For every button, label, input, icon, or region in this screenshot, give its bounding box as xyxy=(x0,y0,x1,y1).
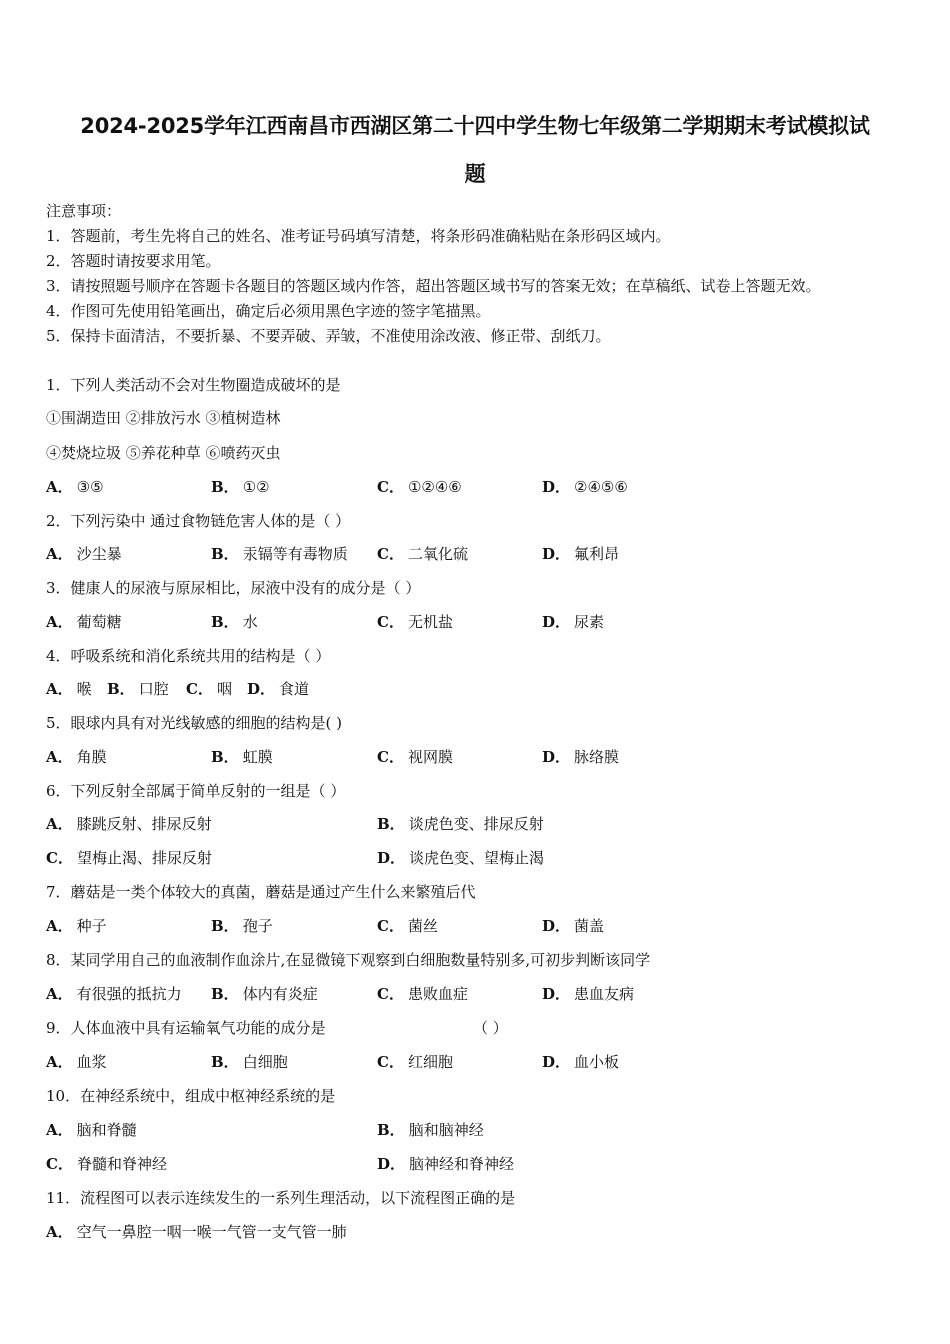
option-text: ①② xyxy=(242,478,270,496)
page-title-line-1: 2024-2025学年江西南昌市西湖区第二十四中学生物七年级第二学期期末考试模拟试 xyxy=(80,114,870,138)
question-stem: 5．眼球内具有对光线敏感的细胞的结构是( ) xyxy=(46,714,343,732)
question-stem: 4．呼吸系统和消化系统共用的结构是（ ） xyxy=(46,647,331,665)
question-stem: 11．流程图可以表示连续发生的一系列生理活动，以下流程图正确的是 xyxy=(46,1189,516,1207)
option-text: 无机盐 xyxy=(407,613,453,631)
option-c xyxy=(377,544,468,564)
option-key: A． xyxy=(46,1121,73,1139)
note-item: 2．答题时请按要求用笔。 xyxy=(46,252,221,270)
option-key: C． xyxy=(377,748,404,766)
option-text: ③⑤ xyxy=(76,478,104,496)
notes-heading: 注意事项： xyxy=(46,202,122,220)
option-key: A． xyxy=(46,985,73,1003)
option-text: 脊髓和脊神经 xyxy=(76,1155,167,1173)
option-a xyxy=(46,814,212,834)
option-a xyxy=(46,612,122,632)
option-key: B． xyxy=(211,917,239,935)
option-key: A． xyxy=(46,815,73,833)
page-title-line-2: 题 xyxy=(464,162,486,186)
note-item: 3．请按照题号顺序在答题卡各题目的答题区域内作答，超出答题区域书写的答案无效；在草稿纸、试卷上答题无效。 xyxy=(46,277,821,295)
option-key: A． xyxy=(46,680,73,698)
option-d xyxy=(542,544,619,564)
question-stem: 3．健康人的尿液与原尿相比，尿液中没有的成分是（ ） xyxy=(46,579,421,597)
option-text: 水 xyxy=(242,613,258,631)
option-d xyxy=(377,1154,514,1174)
option-text: 空气一鼻腔一咽一喉一气管一支气管一肺 xyxy=(76,1223,347,1241)
option-key: C． xyxy=(377,478,404,496)
option-key: C． xyxy=(46,1155,73,1173)
option-text: 食道 xyxy=(279,680,310,698)
option-text: 望梅止渴、排尿反射 xyxy=(76,849,212,867)
option-b xyxy=(377,814,544,834)
option-key: B． xyxy=(211,748,239,766)
option-text: 血小板 xyxy=(574,1053,620,1071)
option-d xyxy=(542,747,619,767)
option-key: C． xyxy=(377,613,404,631)
option-text: 尿素 xyxy=(574,613,605,631)
option-text: 汞镉等有毒物质 xyxy=(242,545,348,563)
question-stem: 6．下列反射全部属于简单反射的一组是（ ） xyxy=(46,782,346,800)
option-text: 白细胞 xyxy=(242,1053,288,1071)
option-c xyxy=(186,679,232,699)
note-item: 5．保持卡面清洁，不要折暴、不要弄破、弄皱，不准使用涂改液、修正带、刮纸刀。 xyxy=(46,327,611,345)
option-a xyxy=(46,1222,347,1242)
option-c xyxy=(377,477,462,497)
option-a xyxy=(46,916,107,936)
option-text: 脑和脑神经 xyxy=(408,1121,484,1139)
option-c xyxy=(377,984,468,1004)
question-stem: 9．人体血液中具有运输氧气功能的成分是 xyxy=(46,1019,326,1037)
option-text: 菌丝 xyxy=(407,917,438,935)
option-text: 脑和脊髓 xyxy=(76,1121,137,1139)
option-a xyxy=(46,1052,107,1072)
option-d xyxy=(377,848,544,868)
option-c xyxy=(46,848,212,868)
option-text: 咽 xyxy=(216,680,232,698)
question-stem: 2．下列污染中 通过食物链危害人体的是（ ） xyxy=(46,512,351,530)
option-key: D． xyxy=(542,985,571,1003)
option-key: A． xyxy=(46,545,73,563)
option-text: 视网膜 xyxy=(407,748,453,766)
option-key: C． xyxy=(377,917,404,935)
option-text: 种子 xyxy=(76,917,107,935)
option-key: C． xyxy=(377,1053,404,1071)
option-text: 谈虎色变、排尿反射 xyxy=(408,815,544,833)
option-key: B． xyxy=(211,478,239,496)
option-text: 血浆 xyxy=(76,1053,107,1071)
option-b xyxy=(211,544,348,564)
option-text: 红细胞 xyxy=(407,1053,453,1071)
option-b xyxy=(211,612,258,632)
option-text: ①②④⑥ xyxy=(407,478,462,496)
option-d xyxy=(542,612,604,632)
option-key: C． xyxy=(377,545,404,563)
question-stem: 8．某同学用自己的血液制作血涂片,在显微镜下观察到白细胞数量特别多,可初步判断该同学 xyxy=(46,951,651,969)
option-key: D． xyxy=(542,1053,571,1071)
option-c xyxy=(377,1052,453,1072)
option-key: B． xyxy=(377,1121,405,1139)
option-a xyxy=(46,984,182,1004)
option-key: C． xyxy=(377,985,404,1003)
answer-blank: （ ） xyxy=(473,1019,508,1037)
option-b xyxy=(211,984,318,1004)
option-c xyxy=(377,747,453,767)
option-text: 体内有炎症 xyxy=(242,985,318,1003)
option-text: 孢子 xyxy=(242,917,273,935)
option-key: D． xyxy=(542,917,571,935)
option-c xyxy=(46,1154,167,1174)
option-text: 沙尘暴 xyxy=(76,545,122,563)
option-text: 虹膜 xyxy=(242,748,273,766)
note-item: 1．答题前，考生先将自己的姓名、准考证号码填写清楚，将条形码准确粘贴在条形码区域内。 xyxy=(46,227,671,245)
option-a xyxy=(46,679,92,699)
option-text: 脉络膜 xyxy=(574,748,620,766)
question-extra: ①围湖造田 ②排放污水 ③植树造林 xyxy=(46,409,281,427)
option-text: 喉 xyxy=(76,680,92,698)
option-key: A． xyxy=(46,1223,73,1241)
option-b xyxy=(211,1052,288,1072)
option-c xyxy=(377,612,453,632)
option-key: A． xyxy=(46,748,73,766)
option-text: 氟利昂 xyxy=(574,545,620,563)
option-d xyxy=(542,984,634,1004)
option-b xyxy=(211,747,273,767)
option-d xyxy=(542,1052,619,1072)
option-key: D． xyxy=(377,849,406,867)
option-text: 患败血症 xyxy=(407,985,468,1003)
option-key: D． xyxy=(247,680,276,698)
option-d xyxy=(247,679,309,699)
option-text: ②④⑤⑥ xyxy=(574,478,628,496)
question-stem: 1．下列人类活动不会对生物圈造成破坏的是 xyxy=(46,376,341,394)
note-item: 4．作图可先使用铅笔画出，确定后必须用黑色字迹的签字笔描黑。 xyxy=(46,302,491,320)
option-text: 谈虎色变、望梅止渴 xyxy=(409,849,545,867)
option-key: C． xyxy=(186,680,213,698)
option-text: 二氧化硫 xyxy=(407,545,468,563)
option-text: 脑神经和脊神经 xyxy=(409,1155,515,1173)
option-key: B． xyxy=(107,680,135,698)
question-extra: ④焚烧垃圾 ⑤养花种草 ⑥喷药灭虫 xyxy=(46,444,281,462)
option-key: A． xyxy=(46,1053,73,1071)
question-stem: 7．蘑菇是一类个体较大的真菌，蘑菇是通过产生什么来繁殖后代 xyxy=(46,883,476,901)
option-key: A． xyxy=(46,613,73,631)
option-a xyxy=(46,747,107,767)
option-key: B． xyxy=(211,985,239,1003)
option-b xyxy=(211,916,273,936)
option-text: 口腔 xyxy=(138,680,169,698)
option-b xyxy=(211,477,270,497)
option-a xyxy=(46,1120,137,1140)
option-key: B． xyxy=(211,1053,239,1071)
option-key: D． xyxy=(542,545,571,563)
option-b xyxy=(377,1120,484,1140)
option-text: 膝跳反射、排尿反射 xyxy=(76,815,212,833)
option-a xyxy=(46,477,104,497)
option-a xyxy=(46,544,122,564)
option-d xyxy=(542,477,628,497)
option-key: B． xyxy=(211,613,239,631)
option-key: B． xyxy=(377,815,405,833)
option-key: C． xyxy=(46,849,73,867)
option-text: 葡萄糖 xyxy=(76,613,122,631)
option-text: 角膜 xyxy=(76,748,107,766)
option-key: B． xyxy=(211,545,239,563)
option-key: D． xyxy=(542,748,571,766)
option-key: D． xyxy=(542,478,571,496)
option-text: 患血友病 xyxy=(574,985,635,1003)
option-key: A． xyxy=(46,917,73,935)
option-b xyxy=(107,679,169,699)
option-text: 有很强的抵抗力 xyxy=(76,985,182,1003)
option-key: A． xyxy=(46,478,73,496)
option-text: 菌盖 xyxy=(574,917,605,935)
question-stem: 10．在神经系统中，组成中枢神经系统的是 xyxy=(46,1087,336,1105)
option-d xyxy=(542,916,604,936)
option-key: D． xyxy=(542,613,571,631)
option-c xyxy=(377,916,438,936)
option-key: D． xyxy=(377,1155,406,1173)
